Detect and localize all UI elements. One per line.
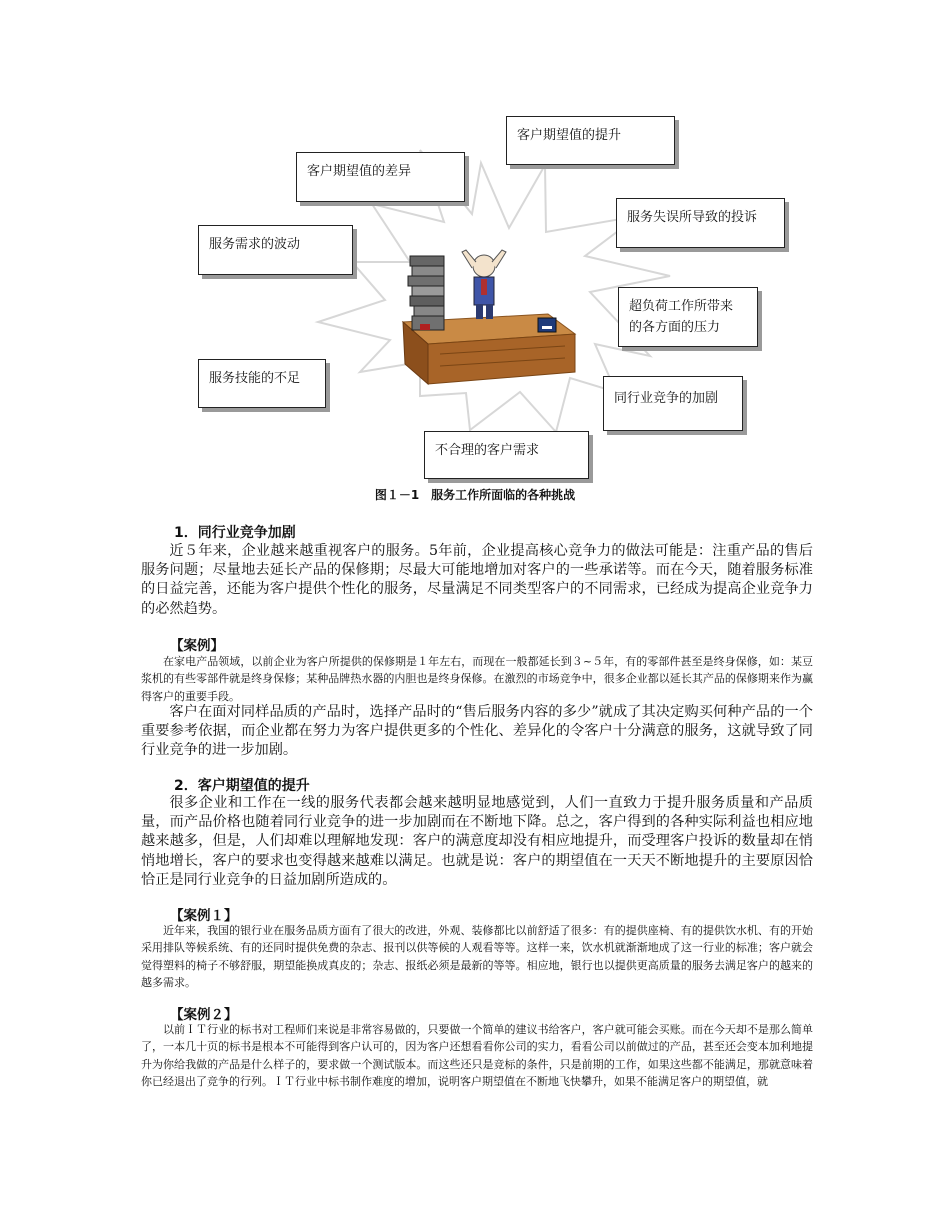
section2-body: 很多企业和工作在一线的服务代表都会越来越明显地感觉到，人们一直致力于提升服务质量和产品质量，而产品价格也随着同行业竞争的进一步加剧而在不断地下降。总之，客户得到的各种实际利益也相应地越来越多，但是，人们却难以理解地发现：客户的满意度却没有相应地提升，而受理客户投诉的数量却在悄悄地增长，客户的要求也变得越来越难以满足。也就是说：客户的期望值在一天天不断地提升的主要原因恰恰正是同行业竞争的日益加剧所造成的。 <box>141 795 813 888</box>
section1-case-text: 在家电产品领域，以前企业为客户所提供的保修期是１年左右，而现在一般都延长到３~５年，有的零部件甚至是终身保修，如：某豆浆机的有些零部件就是终身保修；某种品牌热水器的内胆也是终身保修。在激烈的市场竞争中，很多企业都以延长其产品的保修期来作为赢得客户的重要手段。 <box>141 655 813 703</box>
callout-text: 客户期望值的差异 <box>307 164 412 179</box>
callout-text: 同行业竞争的加剧 <box>614 391 719 406</box>
section2-case2-label: 【案例２】 <box>170 1007 238 1023</box>
callout-text: 客户期望值的提升 <box>517 128 622 143</box>
callout-expectation-rise <box>506 116 675 165</box>
section1-heading: 1．同行业竞争加剧 <box>174 525 296 541</box>
callout-service-error-complaint <box>616 198 785 248</box>
paper-stack-icon <box>408 256 444 330</box>
section2-heading: 2．客户期望值的提升 <box>174 778 310 794</box>
section2-case1-label: 【案例１】 <box>170 908 238 924</box>
callout-text: 服务技能的不足 <box>209 371 301 386</box>
callout-demand-fluctuation <box>198 225 353 275</box>
challenges-figure <box>0 0 950 520</box>
callout-text: 服务需求的波动 <box>209 237 301 252</box>
section1-after-case: 客户在面对同样品质的产品时，选择产品时的“售后服务内容的多少”就成了其决定购买何种产品的一个重要参考依据，而企业都在努力为客户提供更多的个性化、差异化的令客户十分满意的服务，这就导致了同行业竞争的进一步加剧。 <box>141 704 813 759</box>
callout-skill-shortage <box>198 359 326 408</box>
callout-text: 服务失误所导致的投诉 <box>627 210 758 225</box>
section2-case1-text: 近年来，我国的银行业在服务品质方面有了很大的改进，外观、装修都比以前舒适了很多：有的提供座椅、有的提供饮水机、有的开始采用排队等候系统、有的还同时提供免费的杂志、报刊以供等候的人观看等等。这样一来，饮水机就渐渐地成了这一行业的标准；客户就会觉得塑料的椅子不够舒服，期望能换成真皮的；杂志、报纸必须是最新的等等。相应地，银行也以提供更高质量的服务去满足客户的越来的越多需求。 <box>141 924 813 989</box>
callout-unreasonable-demand <box>424 431 589 479</box>
callout-expectation-difference <box>296 152 465 202</box>
figure-caption: 图１－1 服务工作所面临的各种挑战 <box>374 488 576 502</box>
phone-icon <box>538 318 556 332</box>
callout-text-line2: 的各方面的压力 <box>629 320 721 335</box>
callout-overload-pressure <box>618 287 758 347</box>
section1-body: 近５年来，企业越来越重视客户的服务。5年前，企业提高核心竞争力的做法可能是：注重产品的售后服务问题；尽量地去延长产品的保修期；尽最大可能地增加对客户的一些承诺等。而在今天，随着服务标准的日益完善，还能为客户提供个性化的服务，尽量满足不同类型客户的不同需求，已经成为提高企业竞争力的必然趋势。 <box>141 543 813 617</box>
callout-industry-competition <box>603 376 743 431</box>
section1-case-label: 【案例】 <box>170 638 224 654</box>
callout-text-line1: 超负荷工作所带来 <box>629 299 734 314</box>
section2-case2-text: 以前ＩＴ行业的标书对工程师们来说是非常容易做的，只要做一个简单的建议书给客户，客户就可能会买账。而在今天却不是那么简单了，一本几十页的标书是根本不可能得到客户认可的，因为客户还想看看你公司的实力，看看公司以前做过的产品，甚至还会变本加利地提升为你给我做的产品是什么样子的，要求做一个测试版本。而这些还只是竞标的条件，只是前期的工作，如果这些都不能满足，那就意味着你已经退出了竞争的行列。ＩＴ行业中标书制作难度的增加，说明客户期望值在不断地飞快攀升，如果不能满足客户的期望值，就 <box>141 1023 813 1088</box>
callout-text: 不合理的客户需求 <box>435 443 540 458</box>
